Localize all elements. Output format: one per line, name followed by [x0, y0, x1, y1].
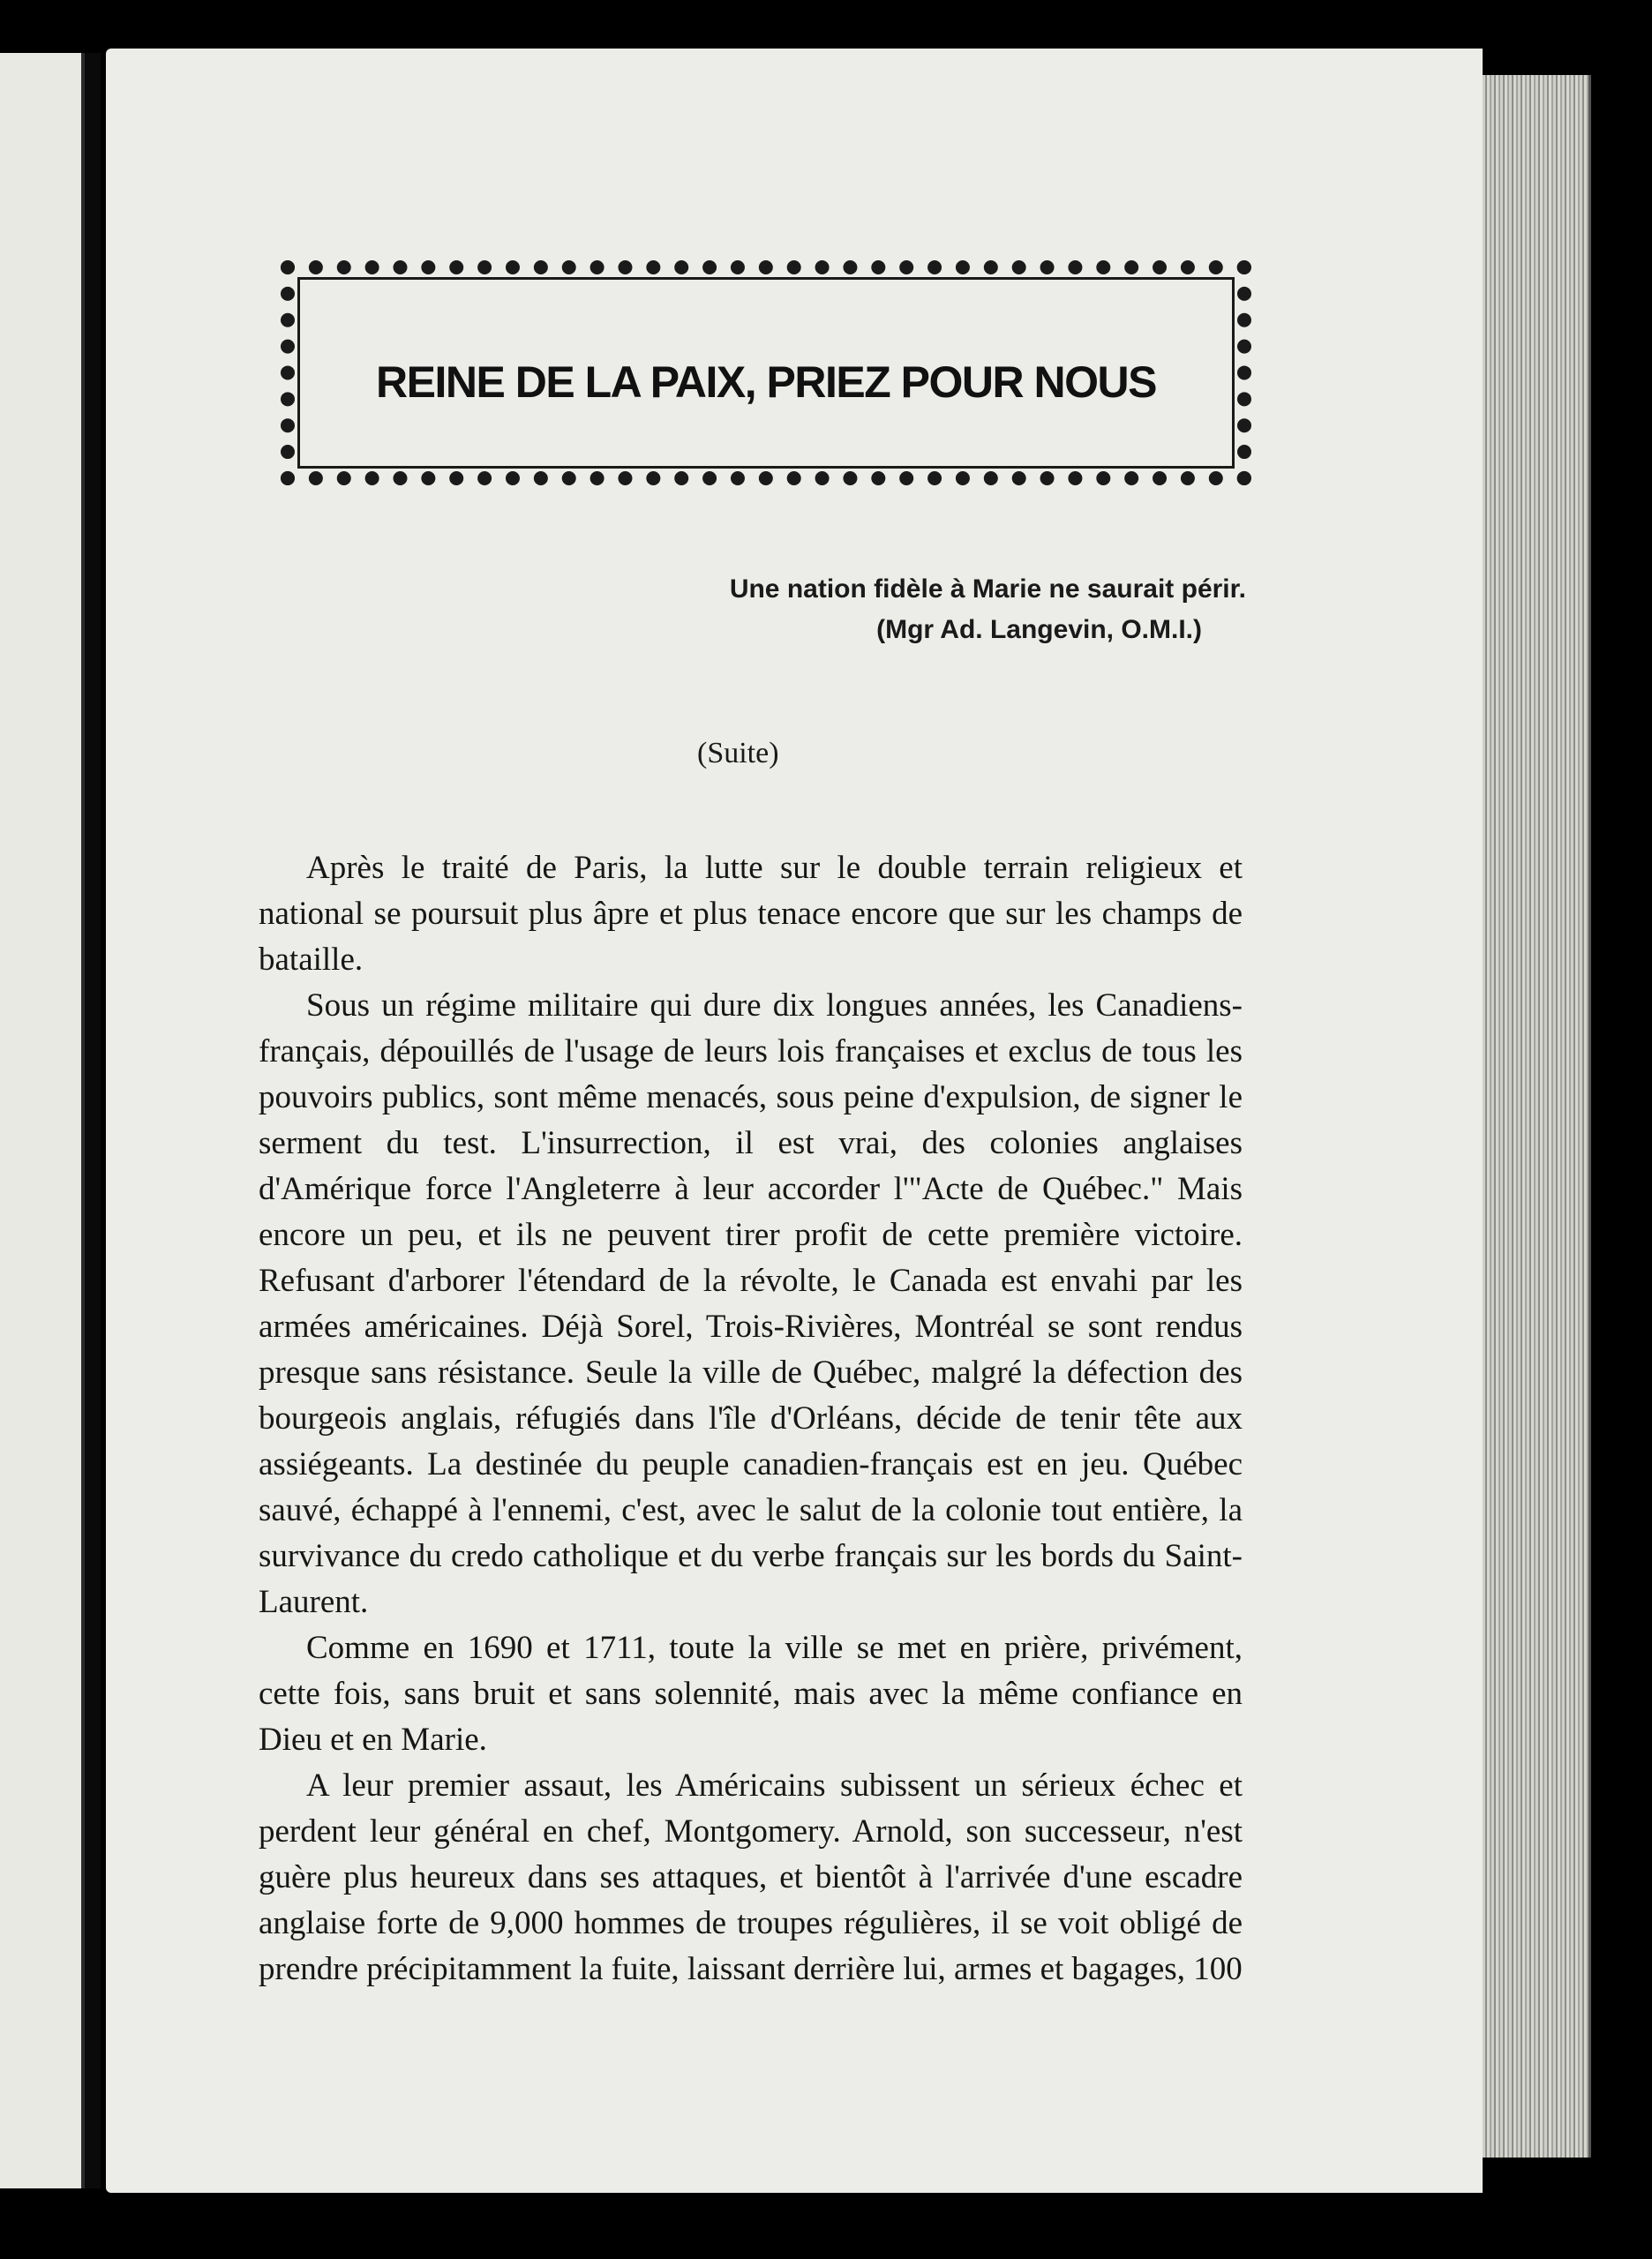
paragraph: Comme en 1690 et 1711, toute la ville se met en prière, privément, cette fois, sans bruit et sans solennité, mais avec la même confiance en Dieu et en Marie. — [259, 1630, 1243, 1758]
epigraph-quote: Une nation fidèle à Marie ne saurait périr. — [729, 574, 1246, 604]
paragraph: A leur premier assaut, les Américains subissent un sérieux échec et perdent leur général en chef, Montgomery. Arnold, son successeur, n'est guère plus heureux dans ses attaques, et bientôt à l'arrivée d'une escadre anglaise forte de 9,000 hommes de troupes régulières, il se voit obligé de prendre précipitamment la fuite, laissant derrière lui, armes et bagages, 100 — [259, 1767, 1243, 1987]
paragraph: Après le traité de Paris, la lutte sur le double terrain religieux et national se poursuit plus âpre et plus tenace encore que sur les champs de bataille. — [259, 850, 1243, 978]
page-stack-edge — [1465, 75, 1591, 2158]
article-body — [259, 845, 1243, 1993]
facing-page-edge — [0, 53, 85, 2188]
paragraph: Sous un régime militaire qui dure dix longues années, les Canadiens-français, dépouillés de l'usage de leurs lois françaises et exclus de tous les pouvoirs publics, sont même menacés, sous peine d'expulsion, de signer le serment du test. L'insurrection, il est vrai, des colonies anglaises d'Amérique force l'Angleterre à leur accorder l'"Acte de Québec." Mais encore un peu, et ils ne peuvent tirer profit de cette première victoire. Refusant d'arborer l'étendard de la révolte, le Canada est envahi par les armées américaines. Déjà Sorel, Trois-Rivières, Montréal se sont rendus presque sans résistance. Seule la ville de Québec, malgré la défection des bourgeois anglais, réfugiés dans l'île d'Orléans, décide de tenir tête aux assiégeants. La destinée du peuple canadien-français est en jeu. Québec sauvé, échappé à l'ennemi, c'est, avec le salut de la colonie tout entière, la survivance du credo catholique et du verbe français sur les bords du Saint-Laurent. — [259, 987, 1243, 1620]
epigraph-attribution: (Mgr Ad. Langevin, O.M.I.) — [876, 615, 1202, 644]
title-frame — [281, 260, 1251, 485]
page-title: REINE DE LA PAIX, PRIEZ POUR NOUS — [376, 356, 1156, 407]
section-label: (Suite) — [697, 737, 779, 769]
epigraph — [730, 569, 1246, 650]
